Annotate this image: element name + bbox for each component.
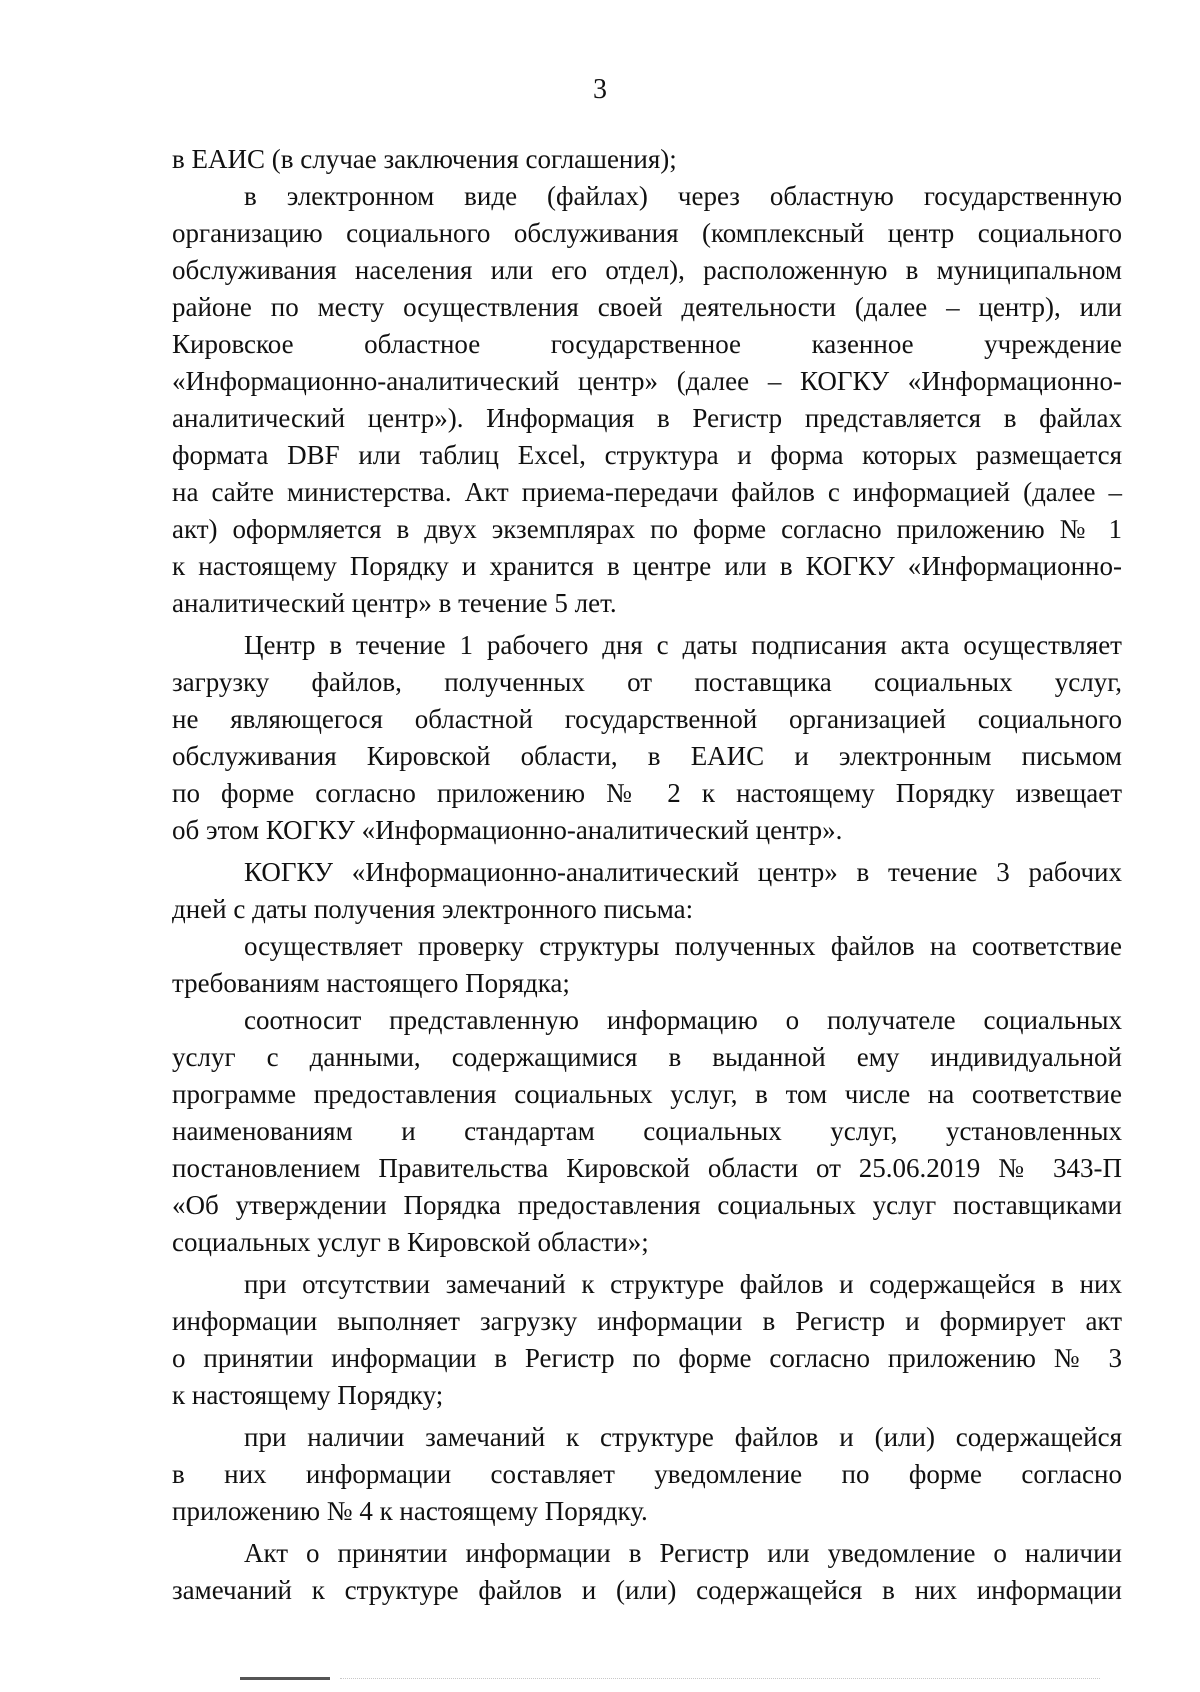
- text-line: к настоящему Порядку и хранится в центре или в КОГКУ «Информационно-: [172, 551, 1122, 581]
- text-line: акт) оформляется в двух экземплярах по форме согласно приложению № 1: [172, 514, 1122, 544]
- text-line: соотносит представленную информацию о получателе социальных: [244, 1005, 1122, 1035]
- text-line: при отсутствии замечаний к структуре файлов и содержащейся в них: [244, 1269, 1122, 1299]
- text-line: на сайте министерства. Акт приема-передачи файлов с информацией (далее –: [172, 477, 1122, 507]
- text-line: районе по месту осуществления своей деятельности (далее – центр), или: [172, 292, 1122, 322]
- text-line: наименованиям и стандартам социальных услуг, установленных: [172, 1116, 1122, 1146]
- text-line: «Об утверждении Порядка предоставления социальных услуг поставщиками: [172, 1190, 1122, 1220]
- text-line: Акт о принятии информации в Регистр или уведомление о наличии: [244, 1538, 1122, 1568]
- text-line: КОГКУ «Информационно-аналитический центр» в течение 3 рабочих: [244, 857, 1122, 887]
- text-line: осуществляет проверку структуры полученных файлов на соответствие: [244, 931, 1122, 961]
- page-number: 3: [593, 74, 607, 105]
- text-line: аналитический центр» в течение 5 лет.: [172, 588, 617, 618]
- footer-dotted-line: [340, 1678, 1100, 1680]
- text-line: обслуживания Кировской области, в ЕАИС и электронным письмом: [172, 741, 1122, 771]
- text-line: при наличии замечаний к структуре файлов и (или) содержащейся: [244, 1422, 1122, 1452]
- text-line: не являющегося областной государственной организацией социального: [172, 704, 1122, 734]
- text-line: постановлением Правительства Кировской области от 25.06.2019 № 343-П: [172, 1153, 1122, 1183]
- text-line: услуг с данными, содержащимися в выданной ему индивидуальной: [172, 1042, 1122, 1072]
- text-line: «Информационно-аналитический центр» (далее – КОГКУ «Информационно-: [172, 366, 1122, 396]
- text-line: загрузку файлов, полученных от поставщика социальных услуг,: [172, 667, 1122, 697]
- footer-scan-mark: [240, 1677, 330, 1680]
- text-line: социальных услуг в Кировской области»;: [172, 1227, 649, 1257]
- text-line: в них информации составляет уведомление по форме согласно: [172, 1459, 1122, 1489]
- document-body: [172, 141, 1122, 1609]
- text-line: по форме согласно приложению № 2 к настоящему Порядку извещает: [172, 778, 1122, 808]
- text-line: к настоящему Порядку;: [172, 1380, 444, 1410]
- text-line: замечаний к структуре файлов и (или) содержащейся в них информации: [172, 1575, 1122, 1605]
- text-line: в электронном виде (файлах) через областную государственную: [244, 181, 1122, 211]
- text-line: программе предоставления социальных услуг, в том числе на соответствие: [172, 1079, 1122, 1109]
- text-line: в ЕАИС (в случае заключения соглашения);: [172, 144, 677, 174]
- text-line: Центр в течение 1 рабочего дня с даты подписания акта осуществляет: [244, 630, 1122, 660]
- text-line: дней с даты получения электронного письма:: [172, 894, 694, 924]
- text-line: об этом КОГКУ «Информационно-аналитический центр».: [172, 815, 843, 845]
- text-line: формата DBF или таблиц Excel, структура и форма которых размещается: [172, 440, 1122, 470]
- text-line: Кировское областное государственное казенное учреждение: [172, 329, 1122, 359]
- text-line: требованиям настоящего Порядка;: [172, 968, 570, 998]
- text-line: о принятии информации в Регистр по форме согласно приложению № 3: [172, 1343, 1122, 1373]
- text-line: организацию социального обслуживания (комплексный центр социального: [172, 218, 1122, 248]
- text-line: информации выполняет загрузку информации в Регистр и формирует акт: [172, 1306, 1122, 1336]
- text-line: аналитический центр»). Информация в Регистр представляется в файлах: [172, 403, 1122, 433]
- text-line: обслуживания населения или его отдел), расположенную в муниципальном: [172, 255, 1122, 285]
- text-line: приложению № 4 к настоящему Порядку.: [172, 1496, 648, 1526]
